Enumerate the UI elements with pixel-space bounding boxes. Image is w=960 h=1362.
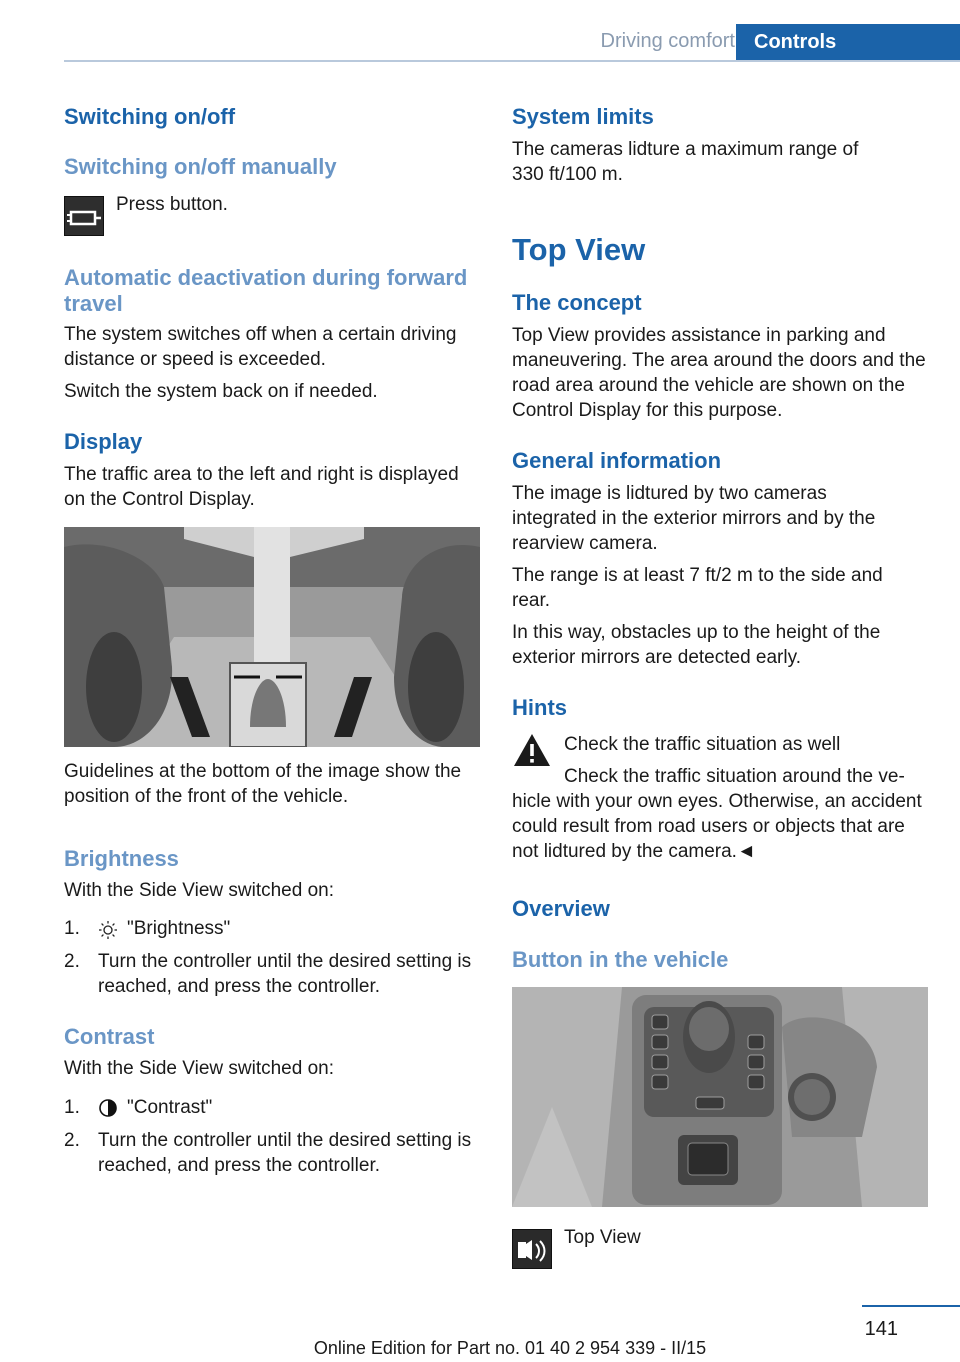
brightness-step-2 [64,949,482,1001]
brightness-intro-text: With the Side View switched on: [64,880,335,901]
brightness-step-1 [64,916,482,946]
warning-text [512,764,930,864]
heading-general-information: General information [512,448,722,473]
list-number: 2. [64,951,80,972]
side-view-button-icon [64,196,104,236]
heading-hints: Hints [512,695,567,720]
display-text: The traffic area to the left and right is displayed on the Control Display. [64,464,459,510]
heading-contrast: Contrast [64,1024,155,1049]
heading-system-limits: System limits [512,104,654,129]
heading-switching-manual: Switching on/off manually [64,154,337,179]
warning-body: Check the traffic situation around the vehicle with your own eyes. Otherwise, an accident could result from road users or objects that are not lidtured by the camera.◄ [512,766,922,862]
heading-concept: The concept [512,290,642,315]
footer-rule [862,1305,960,1307]
list-text: Turn the controller until the desired setting is reached, and press the controller. [98,951,472,997]
auto-deactivation-text: The system switches off when a certain driving distance or speed is exceeded. [64,324,457,370]
brightness-sun-icon [98,920,118,945]
press-button-text: Press button. [116,194,228,215]
top-view-button-icon [512,1229,552,1269]
contrast-intro-text: With the Side View switched on: [64,1058,335,1079]
center-console-image [512,987,928,1207]
heading-display: Display [64,429,143,454]
concept-text: Top View provides assistance in parking and maneuvering. The area around the doors and the road area around the vehicle are shown on the Control Display for this purpose. [512,325,926,421]
heading-auto-deactivation: Automatic deactivation during forward travel [64,265,468,316]
general-text-2: The range is at least 7 ft/2 m to the side and rear. [512,565,883,611]
page-number: 141 [864,1318,898,1340]
header-rule [64,60,960,62]
list-number: 2. [64,1130,80,1151]
contrast-step-2 [64,1128,482,1180]
footer-edition-text: Online Edition for Part no. 01 40 2 954 339 - II/15 [313,1338,707,1358]
warning-title: Check the traffic situation as well [564,734,841,755]
header-section-title: Driving comfort [600,30,735,52]
guidelines-text: Guidelines at the bottom of the image show the position of the front of the vehicle. [64,761,462,807]
heading-switching: Switching on/off [64,104,236,129]
switch-back-text: Switch the system back on if needed. [64,381,378,402]
header-chapter-tab: Controls [736,24,960,62]
heading-overview: Overview [512,896,610,921]
list-text: Turn the controller until the desired setting is reached, and press the controller. [98,1130,472,1176]
list-text: "Brightness" [127,918,231,939]
general-text-1: The image is lidtured by two cameras integrated in the exterior mirrors and by the rearview camera. [512,483,876,554]
heading-top-view: Top View [512,232,646,267]
top-view-label: Top View [564,1227,641,1248]
side-view-display-image [64,527,480,747]
heading-brightness: Brightness [64,846,179,871]
list-number: 1. [64,918,80,939]
system-limits-text: The cameras lidture a maximum range of 330 ft/100 m. [512,139,859,185]
list-number: 1. [64,1097,80,1118]
general-text-3: In this way, obstacles up to the height of the exterior mirrors are detected early. [512,622,881,668]
heading-button-in-vehicle: Button in the vehicle [512,947,729,972]
contrast-half-circle-icon [98,1098,118,1123]
warning-triangle-icon [512,730,552,766]
contrast-step-1 [64,1095,482,1125]
list-text: "Contrast" [127,1097,213,1118]
